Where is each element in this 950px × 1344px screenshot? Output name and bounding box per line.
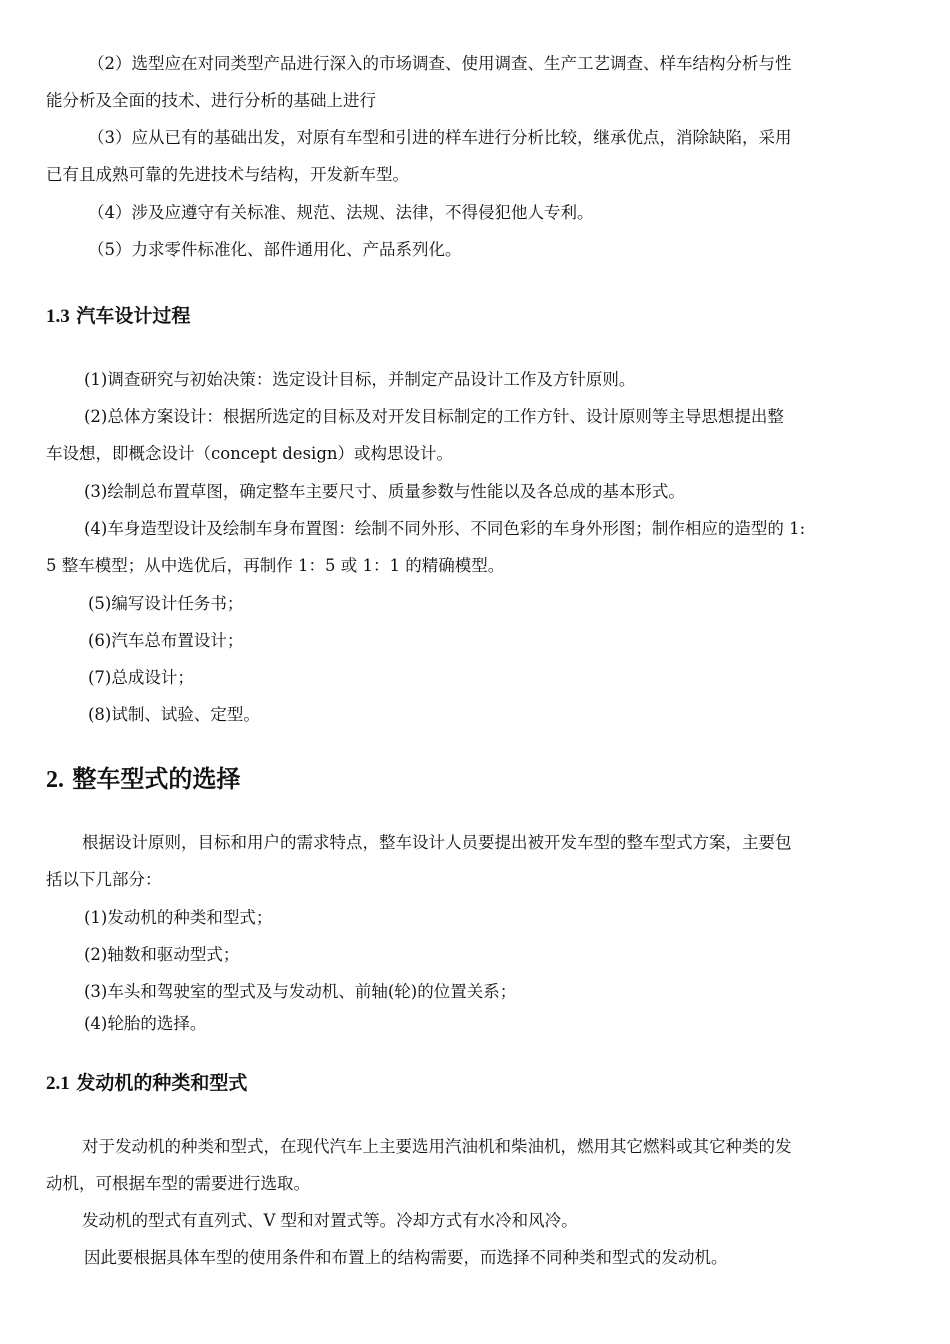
paragraph-line: （2）选型应在对同类型产品进行深入的市场调查、使用调查、生产工艺调查、样车结构分析与性 <box>88 54 792 73</box>
paragraph-line: 因此要根据具体车型的使用条件和布置上的结构需要，而选择不同种类和型式的发动机。 <box>84 1248 728 1267</box>
list-item: (8)试制、试验、定型。 <box>88 705 260 724</box>
paragraph-line: （5）力求零件标准化、部件通用化、产品系列化。 <box>88 240 462 259</box>
paragraph-line: （4）涉及应遵守有关标准、规范、法规、法律，不得侵犯他人专利。 <box>88 203 594 222</box>
paragraph-line: （3）应从已有的基础出发，对原有车型和引进的样车进行分析比较，继承优点，消除缺陷，采用 <box>88 128 792 147</box>
list-item: 5 整车模型；从中选优后，再制作 1：5 或 1：1 的精确模型。 <box>46 556 505 575</box>
section-number: 2. <box>46 767 64 793</box>
paragraph-line: 发动机的型式有直列式、V 型和对置式等。冷却方式有水冷和风冷。 <box>82 1211 578 1230</box>
section-number: 1.3 <box>46 306 70 327</box>
section-heading-2-1 <box>46 1071 247 1096</box>
list-item: (1)调查研究与初始决策：选定设计目标，并制定产品设计工作及方针原则。 <box>84 370 636 389</box>
list-item: (2)轴数和驱动型式； <box>84 945 240 964</box>
list-item: (5)编写设计任务书； <box>88 594 244 613</box>
paragraph-line: 根据设计原则，目标和用户的需求特点，整车设计人员要提出被开发车型的整车型式方案，主要包 <box>82 833 792 852</box>
list-item: (3)车头和驾驶室的型式及与发动机、前轴(轮)的位置关系； <box>84 982 517 1001</box>
section-title: 整车型式的选择 <box>72 765 241 793</box>
list-item: 车设想，即概念设计（concept design）或构思设计。 <box>46 444 454 463</box>
list-item: (1)发动机的种类和型式； <box>84 908 273 927</box>
list-item: (2)总体方案设计：根据所选定的目标及对开发目标制定的工作方针、设计原则等主导思想提出整 <box>84 407 784 426</box>
list-item: (4)轮胎的选择。 <box>84 1014 207 1033</box>
list-item: (7)总成设计； <box>88 668 194 687</box>
section-number: 2.1 <box>46 1073 70 1094</box>
section-heading-1-3 <box>46 304 190 329</box>
section-title: 发动机的种类和型式 <box>76 1072 248 1094</box>
list-item: (6)汽车总布置设计； <box>88 631 244 650</box>
list-item: (3)绘制总布置草图，确定整车主要尺寸、质量参数与性能以及各总成的基本形式。 <box>84 482 685 501</box>
section-heading-2 <box>46 764 240 795</box>
paragraph-line: 括以下几部分： <box>46 870 162 889</box>
paragraph-line: 动机，可根据车型的需要进行选取。 <box>46 1174 310 1193</box>
section-title: 汽车设计过程 <box>76 305 191 327</box>
paragraph-line: 能分析及全面的技术、进行分析的基础上进行 <box>46 91 376 110</box>
paragraph-line: 对于发动机的种类和型式，在现代汽车上主要选用汽油机和柴油机，燃用其它燃料或其它种类的发 <box>82 1137 792 1156</box>
paragraph-line: 已有且成熟可靠的先进技术与结构，开发新车型。 <box>46 165 409 184</box>
list-item: (4)车身造型设计及绘制车身布置图：绘制不同外形、不同色彩的车身外形图；制作相应的造型的 1: <box>84 519 806 538</box>
